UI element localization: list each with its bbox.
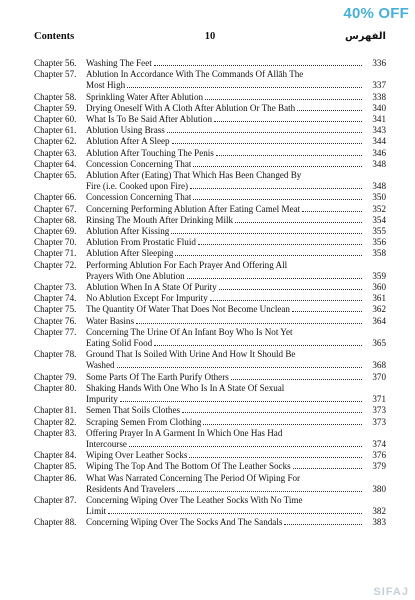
chapter-title-line: What Is To Be Said After Ablution — [86, 114, 212, 125]
page-header — [34, 31, 386, 47]
dot-leader — [167, 132, 362, 133]
toc-entry — [34, 304, 386, 315]
toc-entry — [34, 450, 386, 461]
chapter-title — [86, 148, 386, 159]
toc-entry — [34, 248, 386, 259]
chapter-title — [86, 327, 386, 349]
page-ref: 359 — [372, 270, 386, 281]
chapter-title-line: Limit — [86, 506, 107, 517]
dot-leader — [198, 244, 362, 245]
toc-entry — [34, 125, 386, 136]
page-ref: 350 — [372, 192, 386, 203]
toc-entry — [34, 114, 386, 125]
chapter-number: Chapter 62. — [34, 136, 77, 147]
dot-leader — [235, 222, 362, 223]
page-ref: 370 — [372, 371, 386, 382]
table-of-contents — [34, 58, 386, 529]
dot-leader — [177, 491, 362, 492]
toc-entry — [34, 495, 386, 517]
chapter-number: Chapter 78. — [34, 349, 77, 360]
chapter-title-line: Ablution In Accordance With The Commands Of Allāh The — [86, 69, 304, 80]
chapter-title — [86, 260, 386, 282]
toc-entry — [34, 69, 386, 91]
header-arabic-label: الفهرس — [344, 31, 386, 42]
toc-entry — [34, 136, 386, 147]
page-number: 10 — [204, 31, 216, 42]
discount-badge: 40% OFF — [343, 5, 409, 22]
chapter-title — [86, 114, 386, 125]
chapter-number: Chapter 69. — [34, 226, 77, 237]
chapter-title-line: Shaking Hands With One Who Is In A State Of Sexual — [86, 382, 285, 393]
chapter-title — [86, 204, 386, 215]
toc-entry — [34, 103, 386, 114]
dot-leader — [189, 457, 362, 458]
chapter-title-line: Residents And Travelers — [86, 483, 175, 494]
chapter-number: Chapter 80. — [34, 382, 77, 393]
toc-entry — [34, 260, 386, 282]
dot-leader — [182, 412, 362, 413]
toc-entry — [34, 92, 386, 103]
chapter-title-line: Ablution After Touching The Penis — [86, 147, 214, 158]
chapter-number: Chapter 59. — [34, 102, 77, 113]
toc-entry — [34, 461, 386, 472]
chapter-number: Chapter 70. — [34, 237, 77, 248]
toc-entry — [34, 215, 386, 226]
toc-entry — [34, 473, 386, 495]
dot-leader — [190, 188, 362, 189]
page-ref: 371 — [372, 394, 386, 405]
chapter-title-line: Some Parts Of The Earth Purify Others — [86, 371, 229, 382]
dot-leader — [210, 300, 362, 301]
page-ref: 365 — [372, 338, 386, 349]
chapter-title-line: What Was Narrated Concerning The Period Of Wiping For — [86, 472, 301, 483]
toc-entry — [34, 383, 386, 405]
chapter-title-line: Intercourse — [86, 438, 127, 449]
toc-entry — [34, 405, 386, 416]
chapter-title-line: Washing The Feet — [86, 58, 152, 68]
dot-leader — [187, 278, 362, 279]
chapter-number: Chapter 58. — [34, 91, 77, 102]
page-ref: 346 — [372, 147, 386, 158]
dot-leader — [154, 65, 362, 66]
toc-entry — [34, 226, 386, 237]
page-ref: 376 — [372, 450, 386, 461]
chapter-title — [86, 316, 386, 327]
toc-entry — [34, 282, 386, 293]
page-ref: 364 — [372, 315, 386, 326]
toc-entry — [34, 192, 386, 203]
chapter-title — [86, 450, 386, 461]
chapter-title-line: Offering Prayer In A Garment In Which One Has Had — [86, 427, 283, 438]
chapter-number: Chapter 81. — [34, 405, 77, 416]
chapter-title — [86, 58, 386, 69]
chapter-title — [86, 428, 386, 450]
chapter-title — [86, 304, 386, 315]
chapter-number: Chapter 61. — [34, 125, 77, 136]
chapter-title — [86, 417, 386, 428]
toc-entry — [34, 293, 386, 304]
dot-leader — [302, 211, 362, 212]
chapter-title-line: Concerning Performing Ablution After Eating Camel Meat — [86, 203, 301, 214]
dot-leader — [127, 87, 362, 88]
chapter-number: Chapter 56. — [34, 58, 77, 68]
page-ref: 374 — [372, 438, 386, 449]
page-ref: 358 — [372, 248, 386, 259]
chapter-number: Chapter 65. — [34, 170, 77, 181]
chapter-title-line: Ablution Using Brass — [86, 125, 165, 136]
page-ref: 368 — [372, 360, 386, 371]
chapter-title — [86, 517, 386, 528]
chapter-number: Chapter 82. — [34, 416, 77, 427]
chapter-title — [86, 349, 386, 371]
dot-leader — [297, 110, 362, 111]
toc-entry — [34, 58, 386, 69]
dot-leader — [205, 99, 362, 100]
chapter-title-line: Semen That Soils Clothes — [86, 405, 181, 416]
chapter-title-line: Concession Concerning That — [86, 158, 192, 169]
dot-leader — [108, 513, 362, 514]
page-ref: 379 — [372, 461, 386, 472]
chapter-title — [86, 226, 386, 237]
chapter-title-line: Ablution After (Eating) That Which Has Been Changed By — [86, 170, 302, 181]
page-ref: 344 — [372, 136, 386, 147]
chapter-number: Chapter 77. — [34, 326, 77, 337]
chapter-number: Chapter 87. — [34, 494, 77, 505]
toc-entry — [34, 428, 386, 450]
dot-leader — [171, 233, 362, 234]
toc-entry — [34, 517, 386, 528]
chapter-title-line: Concerning The Urine Of An Infant Boy Who Is Not Yet — [86, 326, 293, 337]
page-ref: 361 — [372, 293, 386, 304]
dot-leader — [216, 155, 362, 156]
chapter-title — [86, 282, 386, 293]
chapter-title — [86, 103, 386, 114]
chapter-title — [86, 461, 386, 472]
chapter-title — [86, 159, 386, 170]
page-ref: 382 — [372, 506, 386, 517]
chapter-title-line: The Quantity Of Water That Does Not Become Unclean — [86, 304, 290, 315]
toc-entry — [34, 148, 386, 159]
chapter-title — [86, 383, 386, 405]
chapter-title-line: Prayers With One Ablution — [86, 270, 185, 281]
chapter-title-line: Ablution After Sleeping — [86, 248, 174, 259]
chapter-title — [86, 495, 386, 517]
page-ref: 352 — [372, 203, 386, 214]
dot-leader — [293, 468, 362, 469]
page-ref: 336 — [372, 58, 386, 68]
page-ref: 341 — [372, 114, 386, 125]
toc-entry — [34, 170, 386, 192]
dot-leader — [219, 289, 362, 290]
dot-leader — [193, 166, 362, 167]
page-ref: 343 — [372, 125, 386, 136]
chapter-title — [86, 125, 386, 136]
chapter-title-line: Water Basins — [86, 315, 135, 326]
chapter-title-line: Ablution After A Sleep — [86, 136, 170, 147]
chapter-title — [86, 473, 386, 495]
chapter-number: Chapter 67. — [34, 203, 77, 214]
chapter-title — [86, 69, 386, 91]
chapter-number: Chapter 76. — [34, 315, 77, 326]
chapter-title-line: Performing Ablution For Each Prayer And Offering All — [86, 259, 288, 270]
chapter-title-line: Drying Oneself With A Cloth After Ablution Or The Bath — [86, 102, 296, 113]
chapter-title — [86, 170, 386, 192]
page-ref: 383 — [372, 517, 386, 528]
chapter-title-line: Concerning Wiping Over The Socks And The Sandals — [86, 517, 283, 528]
chapter-number: Chapter 66. — [34, 192, 77, 203]
chapter-title-line: Ablution When In A State Of Purity — [86, 282, 217, 293]
dot-leader — [231, 379, 362, 380]
chapter-number: Chapter 83. — [34, 427, 77, 438]
chapter-number: Chapter 86. — [34, 472, 77, 483]
chapter-title-line: Wiping The Top And The Bottom Of The Leather Socks — [86, 461, 291, 472]
dot-leader — [284, 524, 362, 525]
page-ref: 360 — [372, 282, 386, 293]
toc-entry — [34, 204, 386, 215]
toc-entry — [34, 417, 386, 428]
chapter-title — [86, 136, 386, 147]
page-ref: 362 — [372, 304, 386, 315]
chapter-number: Chapter 68. — [34, 214, 77, 225]
chapter-title-line: Wiping Over Leather Socks — [86, 450, 188, 461]
watermark-logo: SIFAJ — [373, 586, 409, 598]
chapter-title — [86, 372, 386, 383]
chapter-number: Chapter 57. — [34, 69, 77, 80]
header-contents-label: Contents — [34, 31, 75, 42]
toc-entry — [34, 237, 386, 248]
toc-entry — [34, 349, 386, 371]
dot-leader — [120, 401, 362, 402]
chapter-number: Chapter 72. — [34, 259, 77, 270]
chapter-number: Chapter 88. — [34, 517, 77, 528]
chapter-title-line: Ablution From Prostatic Fluid — [86, 237, 196, 248]
page-ref: 356 — [372, 237, 386, 248]
chapter-title-line: Concession Concerning That — [86, 192, 192, 203]
dot-leader — [214, 121, 362, 122]
toc-entry — [34, 327, 386, 349]
toc-entry — [34, 159, 386, 170]
chapter-number: Chapter 84. — [34, 450, 77, 461]
dot-leader — [172, 143, 362, 144]
chapter-title-line: No Ablution Except For Impurity — [86, 293, 208, 304]
chapter-title — [86, 215, 386, 226]
chapter-title-line: Concerning Wiping Over The Leather Socks With No Time — [86, 494, 303, 505]
chapter-title-line: Sprinkling Water After Ablution — [86, 91, 204, 102]
chapter-title-line: Eating Solid Food — [86, 338, 153, 349]
chapter-title-line: Rinsing The Mouth After Drinking Milk — [86, 214, 234, 225]
page-ref: 354 — [372, 214, 386, 225]
chapter-number: Chapter 71. — [34, 248, 77, 259]
chapter-title — [86, 405, 386, 416]
chapter-number: Chapter 75. — [34, 304, 77, 315]
chapter-title-line: Ablution After Kissing — [86, 226, 170, 237]
chapter-title — [86, 293, 386, 304]
chapter-number: Chapter 60. — [34, 114, 77, 125]
chapter-number: Chapter 74. — [34, 293, 77, 304]
page-ref: 380 — [372, 483, 386, 494]
chapter-title — [86, 237, 386, 248]
page-ref: 348 — [372, 181, 386, 192]
toc-entry — [34, 316, 386, 327]
chapter-title — [86, 248, 386, 259]
toc-entry — [34, 372, 386, 383]
chapter-title-line: Fire (i.e. Cooked upon Fire) — [86, 181, 189, 192]
chapter-number: Chapter 79. — [34, 371, 77, 382]
chapter-number: Chapter 85. — [34, 461, 77, 472]
chapter-title-line: Most High — [86, 80, 126, 91]
dot-leader — [175, 255, 362, 256]
chapter-title-line: Scraping Semen From Clothing — [86, 416, 202, 427]
page-ref: 355 — [372, 226, 386, 237]
chapter-number: Chapter 63. — [34, 147, 77, 158]
page-ref: 373 — [372, 416, 386, 427]
chapter-title-line: Ground That Is Soiled With Urine And How It Should Be — [86, 349, 296, 360]
chapter-number: Chapter 64. — [34, 158, 77, 169]
chapter-title — [86, 192, 386, 203]
page-ref: 348 — [372, 158, 386, 169]
dot-leader — [129, 446, 362, 447]
page-ref: 340 — [372, 102, 386, 113]
page-ref: 373 — [372, 405, 386, 416]
dot-leader — [117, 367, 362, 368]
chapter-title-line: Washed — [86, 360, 115, 371]
chapter-number: Chapter 73. — [34, 282, 77, 293]
chapter-title-line: Impurity — [86, 394, 118, 405]
dot-leader — [203, 424, 362, 425]
dot-leader — [292, 311, 362, 312]
dot-leader — [154, 345, 362, 346]
page-ref: 337 — [372, 80, 386, 91]
page-ref: 338 — [372, 91, 386, 102]
dot-leader — [193, 199, 362, 200]
dot-leader — [136, 323, 362, 324]
chapter-title — [86, 92, 386, 103]
